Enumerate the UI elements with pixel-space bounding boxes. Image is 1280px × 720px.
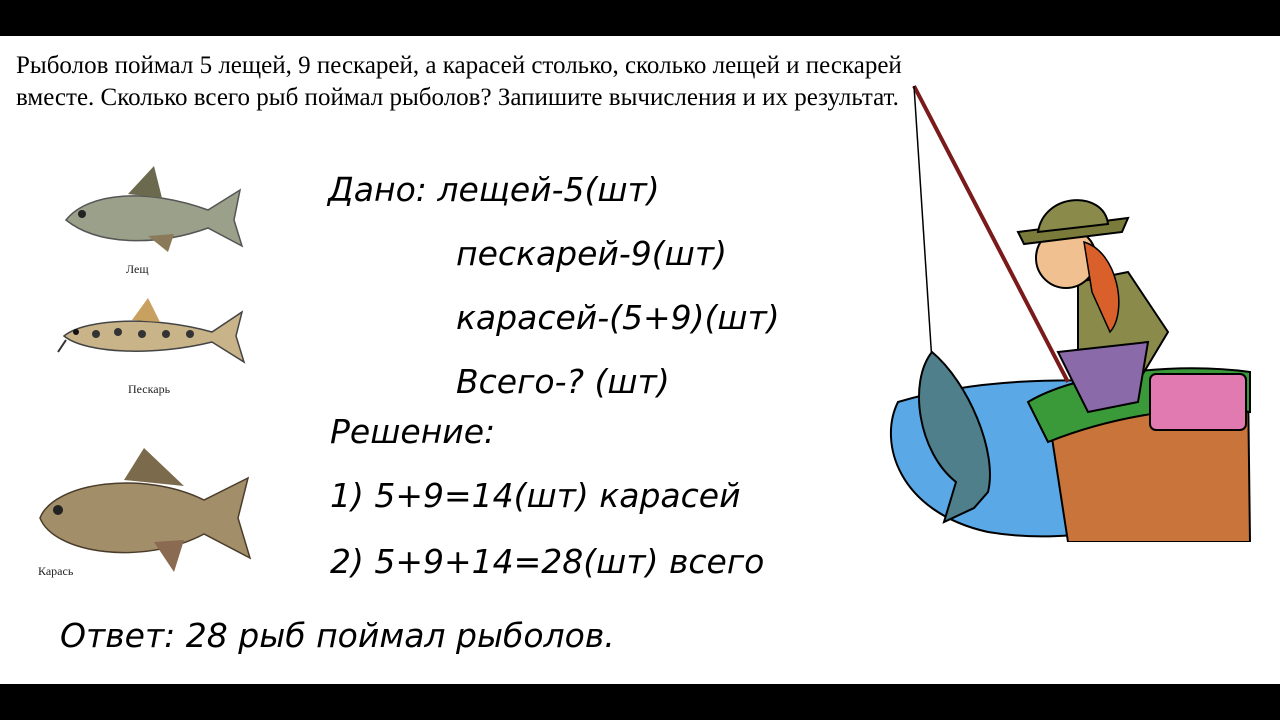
crucian-carp-image (34, 442, 256, 582)
given-line-gudgeon: пескарей-9(шт) (456, 234, 727, 273)
solution-heading: Решение: (330, 412, 496, 451)
given-line-bream: Дано: лещей-5(шт) (328, 170, 660, 209)
bream-caption: Лещ (126, 262, 149, 276)
answer-line: Ответ: 28 рыб поймал рыболов. (60, 616, 615, 655)
worksheet-page (0, 36, 1280, 684)
gudgeon-fish-icon (56, 292, 248, 374)
bream-fish-icon (58, 162, 248, 262)
task-statement: Рыболов поймал 5 лещей, 9 пескарей, а карасей столько, сколько лещей и пескарей вместе. Сколько всего рыб поймал рыболов? Запишите вычисления и их результат. (16, 52, 902, 111)
gudgeon-fish-image (56, 292, 248, 374)
fisherman-illustration (878, 82, 1258, 546)
given-line-carp: карасей-(5+9)(шт) (456, 298, 780, 337)
crucian-carp-icon (34, 442, 256, 582)
given-line-total: Всего-? (шт) (456, 362, 670, 401)
solution-step-2: 2) 5+9+14=28(шт) всего (330, 542, 765, 581)
fisherman-with-rod-icon (878, 82, 1258, 542)
crucian-carp-caption: Карась (38, 564, 74, 578)
solution-step-1: 1) 5+9=14(шт) карасей (330, 476, 741, 515)
bream-fish-image (58, 162, 248, 262)
gudgeon-caption: Пескарь (128, 382, 171, 396)
